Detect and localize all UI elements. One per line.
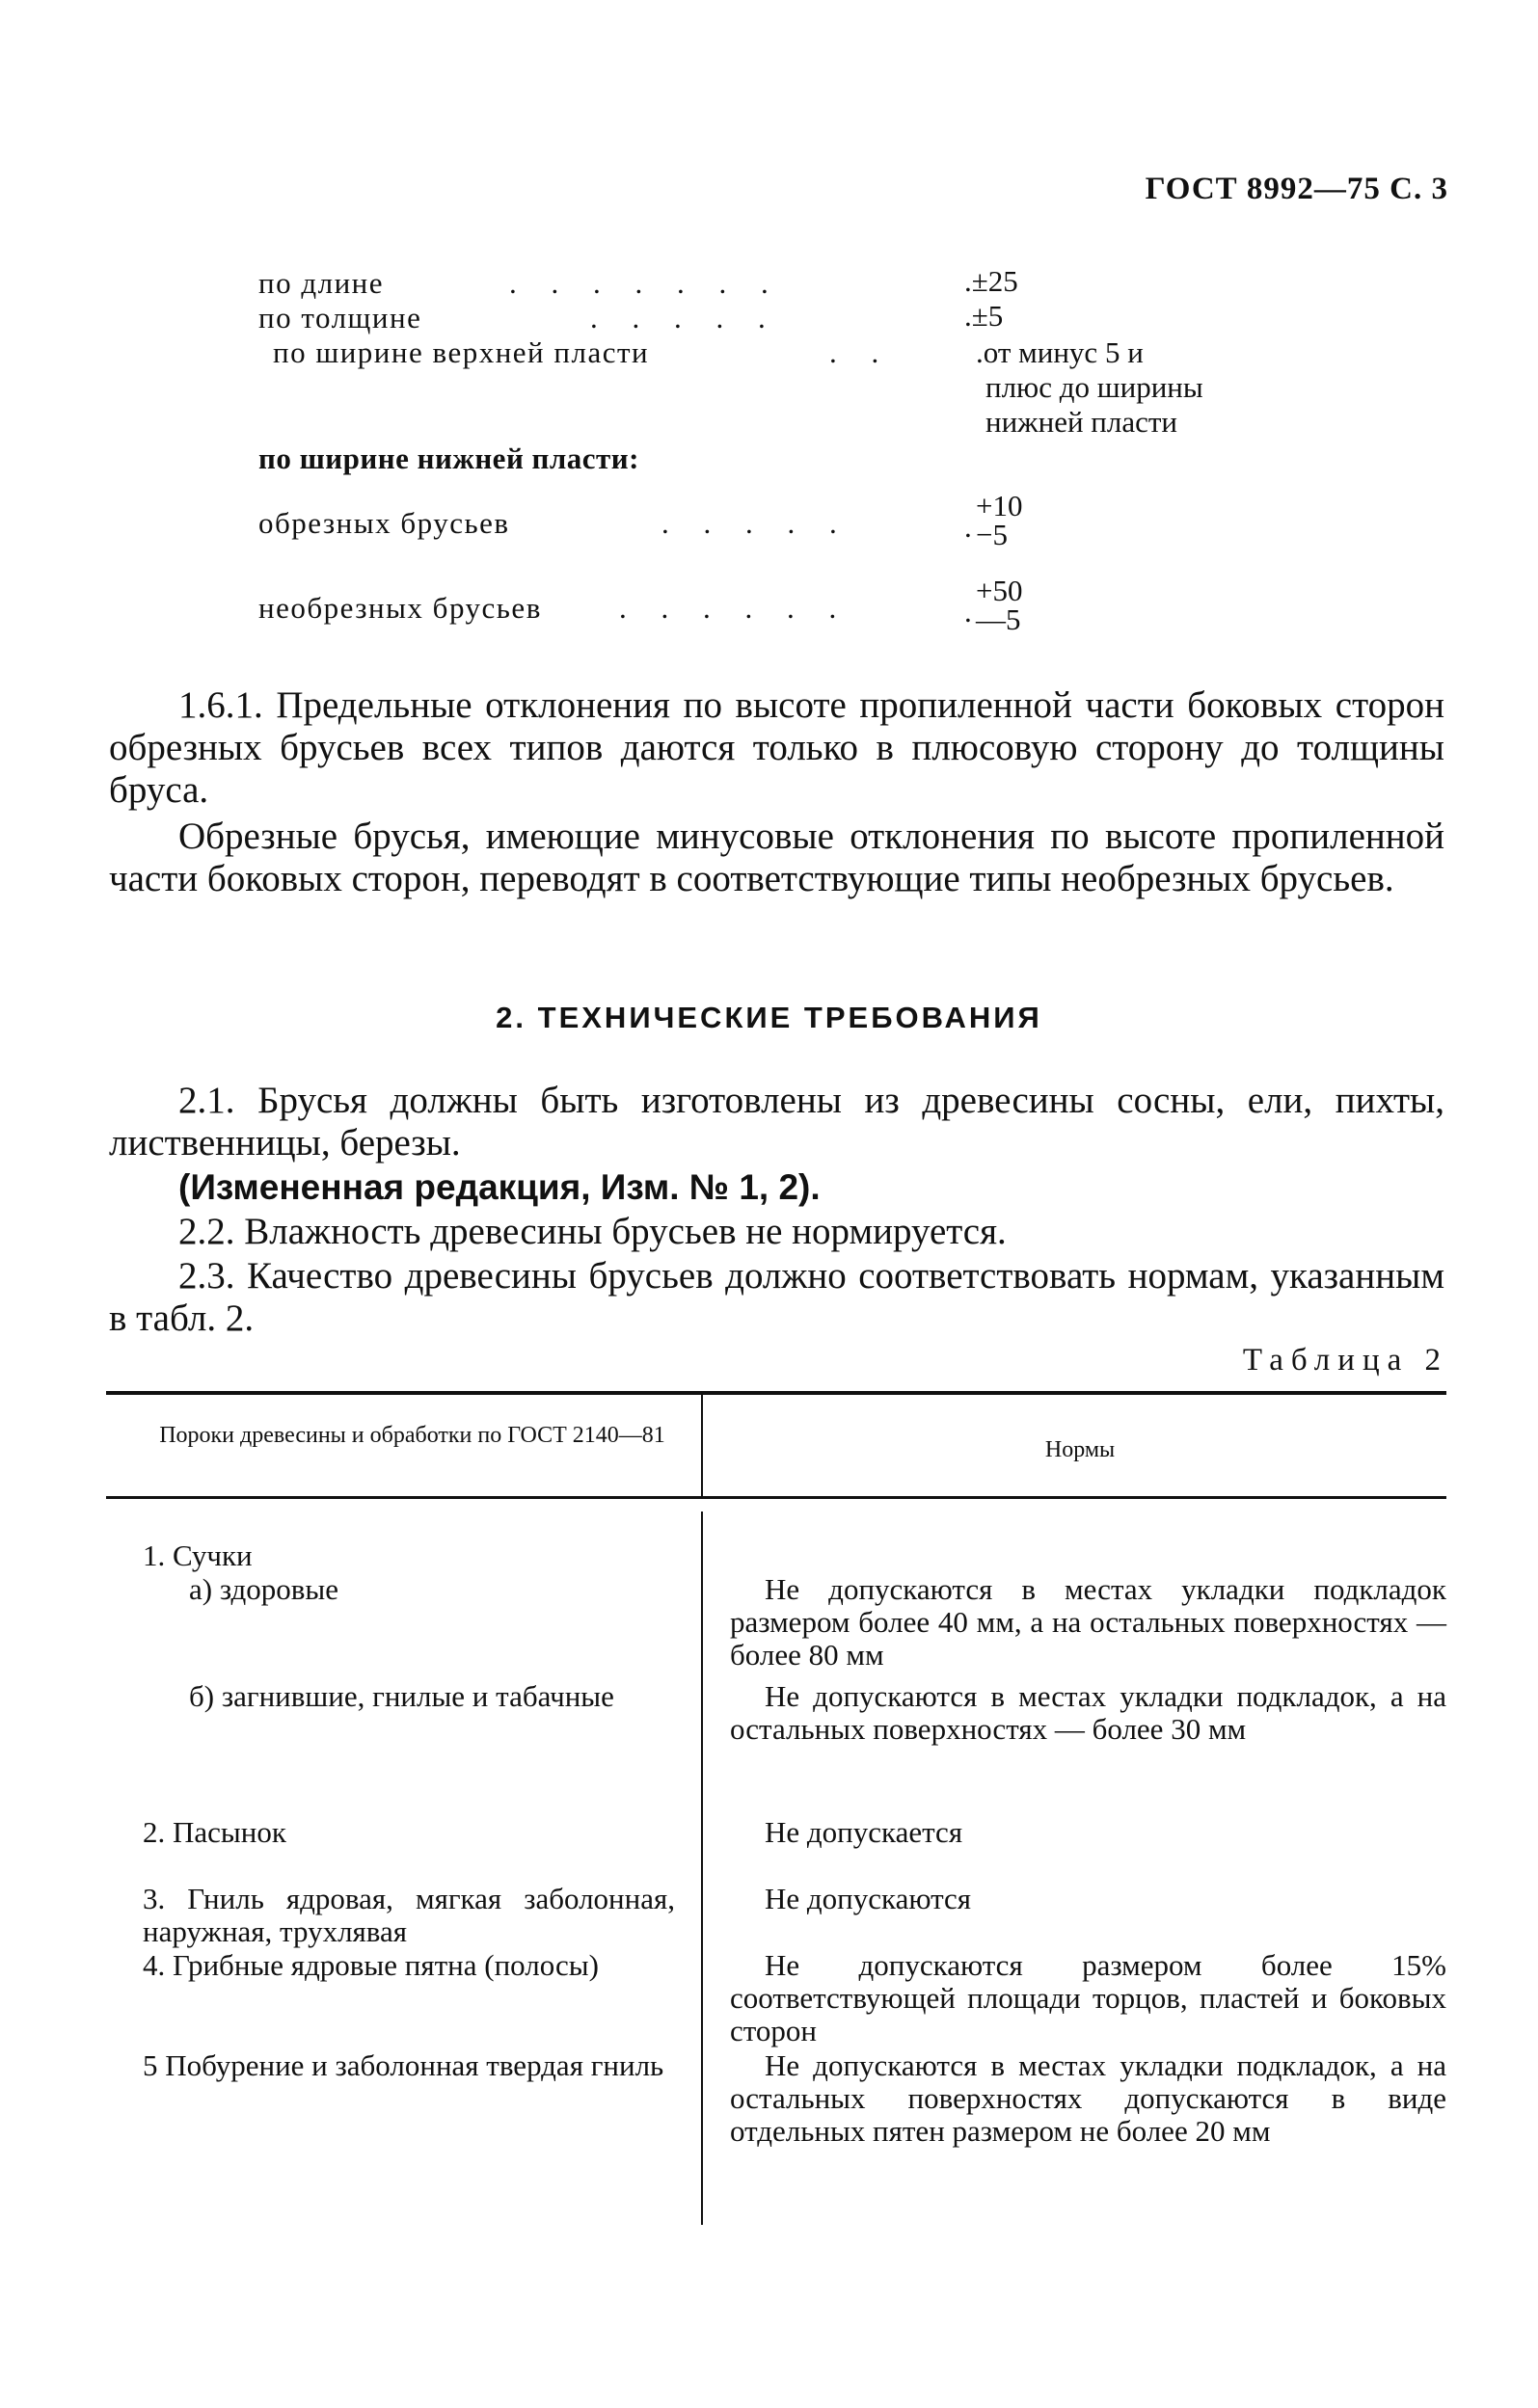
tolerance-label-thickness: по толщине [258, 301, 422, 334]
fraction-upper: +10 [976, 489, 1023, 522]
paragraph-2-3: 2.3. Качество древесины брусьев должно соответствовать нормам, указанным в табл. 2. [109, 1255, 1444, 1339]
paragraph-amended: (Измененная редакция, Изм. № 1, 2). [178, 1167, 821, 1207]
table-header-divider [701, 1395, 703, 1496]
tolerance-label-top-width: по ширине верхней пласти [273, 335, 650, 369]
paragraph-2-1: 2.1. Брусья должны быть изготовлены из древесины сосны, ели, пихты, лиственницы, березы. [109, 1080, 1444, 1164]
tolerance-value-line: нижней пласти [985, 405, 1178, 439]
tolerance-value-line: от минус 5 и [983, 335, 1144, 369]
row-knots-rotten-label: б) загнившие, гнилые и табачные [189, 1679, 614, 1713]
leader-dots: . . . . . . [619, 591, 850, 625]
tolerance-label-length: по длине [258, 266, 385, 300]
row-fungal-stains-norm: Не допускаются размером более 15% соответствующей площади торцов, пластей и боковых сторон [730, 1948, 1446, 2047]
row-knots-rotten-norm: Не допускаются в местах укладки подкладок, а на остальных поверхностях — более 30 мм [730, 1679, 1446, 1746]
table-header-rule [106, 1496, 1446, 1499]
lower-face-heading: по ширине нижней пласти: [258, 441, 639, 475]
tolerance-value-length: .±25 [964, 264, 1018, 298]
paragraph-2-2: 2.2. Влажность древесины брусьев не нормируется. [178, 1211, 1007, 1252]
tolerance-value-line: плюс до ширины [985, 370, 1203, 404]
tolerance-label-unedged: необрезных брусьев [258, 591, 542, 625]
fraction-lower: —5 [976, 602, 1021, 636]
row-browning-norm: Не допускаются в местах укладки подкладок, а на остальных поверхностях допускаются в виде отдельных пятен размером не более 20 мм [730, 2048, 1446, 2148]
row-stepchild-label: 2. Пасынок [143, 1815, 286, 1849]
tolerance-value-top-width: .от минус 5 и плюс до ширины нижней пласти [976, 335, 1203, 439]
tolerance-label-edged: обрезных брусьев [258, 506, 510, 540]
tolerance-fraction-unedged: . +50 —5 [964, 574, 1023, 636]
row-stepchild-norm: Не допускается [765, 1815, 963, 1849]
leader-dots: . . . . . [590, 301, 779, 334]
fraction-lower: −5 [976, 518, 1008, 551]
row-browning-label: 5 Побурение и заболонная твердая гниль [143, 2048, 664, 2082]
table-header-defects: Пороки древесины и обработки по ГОСТ 2140—81 [159, 1423, 665, 1448]
page-header: ГОСТ 8992—75 С. 3 [1145, 172, 1448, 206]
section-title: 2. ТЕХНИЧЕСКИЕ ТРЕБОВАНИЯ [496, 1001, 1042, 1034]
tolerance-fraction-edged: . +10 −5 [964, 489, 1023, 551]
leader-dots: . . . . . . . [509, 266, 782, 300]
row-knots-sound-label: а) здоровые [189, 1572, 339, 1606]
table-caption: Таблица 2 [1242, 1343, 1448, 1378]
row-rot-norm: Не допускаются [765, 1882, 972, 1915]
row-knots-title: 1. Сучки [143, 1538, 253, 1572]
table-top-rule [106, 1391, 1446, 1395]
leader-dots: . . [829, 335, 893, 369]
table-header-norms: Нормы [1044, 1437, 1116, 1462]
fraction-upper: +50 [976, 574, 1023, 607]
row-rot-label: 3. Гниль ядровая, мягкая заболонная, наружная, трухлявая [143, 1882, 675, 1948]
row-fungal-stains-label: 4. Грибные ядровые пятна (полосы) [143, 1948, 599, 1982]
row-knots-sound-norm: Не допускаются в местах укладки подкладок размером более 40 мм, а на остальных поверхностях — более 80 мм [730, 1572, 1446, 1672]
tolerance-value: ±25 [971, 264, 1018, 298]
paragraph-1-6-1: 1.6.1. Предельные отклонения по высоте пропиленной части боковых сторон обрезных брусьев всех типов даются только в плюсовую сторону до толщины бруса. [109, 684, 1444, 811]
leader-dots: . . . . . [661, 506, 850, 540]
table-column-divider [701, 1512, 703, 2225]
tolerance-value-thickness: .±5 [964, 299, 1004, 333]
tolerance-value: ±5 [971, 299, 1004, 333]
paragraph-minus-deviation: Обрезные брусья, имеющие минусовые отклонения по высоте пропиленной части боковых сторон, переводят в соответствующие типы необрезных брусьев. [109, 816, 1444, 899]
